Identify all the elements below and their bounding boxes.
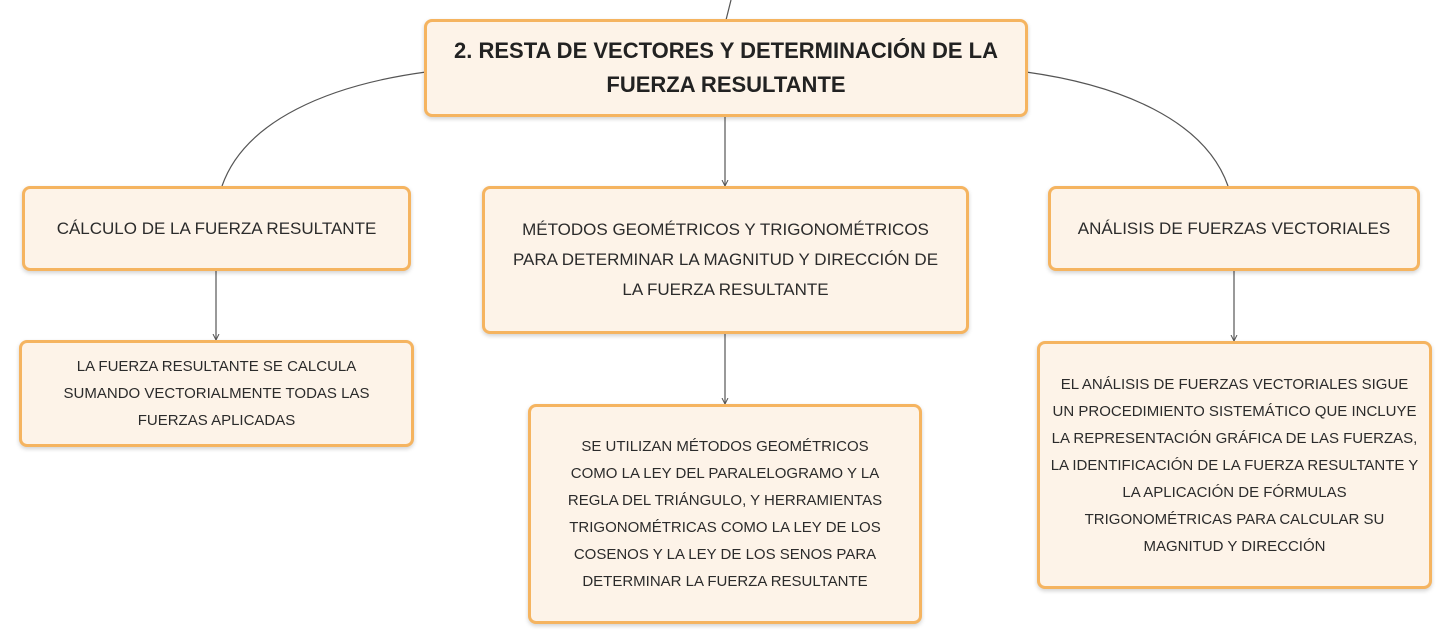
branch-metodos-node[interactable] (482, 186, 969, 334)
detail-metodos-node[interactable] (528, 404, 922, 624)
connector-root-to-branch-1 (222, 72, 426, 186)
root-topic-label: 2. RESTA DE VECTORES Y DETERMINACIÓN DE LA FUERZA RESULTANTE (454, 38, 998, 97)
connector-root-to-branch-3 (1026, 72, 1228, 186)
detail-analisis-node[interactable] (1037, 341, 1432, 589)
detail-analisis-text: EL ANÁLISIS DE FUERZAS VECTORIALES SIGUE UN PROCEDIMIENTO SISTEMÁTICO QUE INCLUYE LA REPRESENTACIÓN GRÁFICA DE LAS FUERZAS, LA IDENTIFICACIÓN DE LA FUERZA RESULTANTE Y LA APLICACIÓN DE FÓRMULAS TRIGONOMÉTRICAS PARA CALCULAR SU MAGNITUD Y DIRECCIÓN (1050, 375, 1419, 555)
detail-calculo-node[interactable] (19, 340, 414, 447)
detail-metodos-text: SE UTILIZAN MÉTODOS GEOMÉTRICOS COMO LA LEY DEL PARALELOGRAMO Y LA REGLA DEL TRIÁNGULO, Y HERRAMIENTAS TRIGONOMÉTRICAS COMO LA LEY DE LOS COSENOS Y LA LEY DE LOS SENOS PARA DETERMINAR LA FUERZA RESULTANTE (567, 438, 883, 590)
branch-analisis-node[interactable] (1048, 186, 1420, 271)
root-topic-node[interactable] (424, 19, 1028, 117)
branch-calculo-label: CÁLCULO DE LA FUERZA RESULTANTE (56, 218, 377, 238)
branch-calculo-node[interactable] (22, 186, 411, 271)
connector-parent-to-root (726, 0, 731, 20)
branch-analisis-label: ANÁLISIS DE FUERZAS VECTORIALES (1077, 218, 1391, 238)
branch-metodos-label: MÉTODOS GEOMÉTRICOS Y TRIGONOMÉTRICOS PARA DETERMINAR LA MAGNITUD Y DIRECCIÓN DE LA FUERZA RESULTANTE (512, 220, 939, 299)
detail-calculo-text: LA FUERZA RESULTANTE SE CALCULA SUMANDO VECTORIALMENTE TODAS LAS FUERZAS APLICADAS (63, 358, 370, 429)
